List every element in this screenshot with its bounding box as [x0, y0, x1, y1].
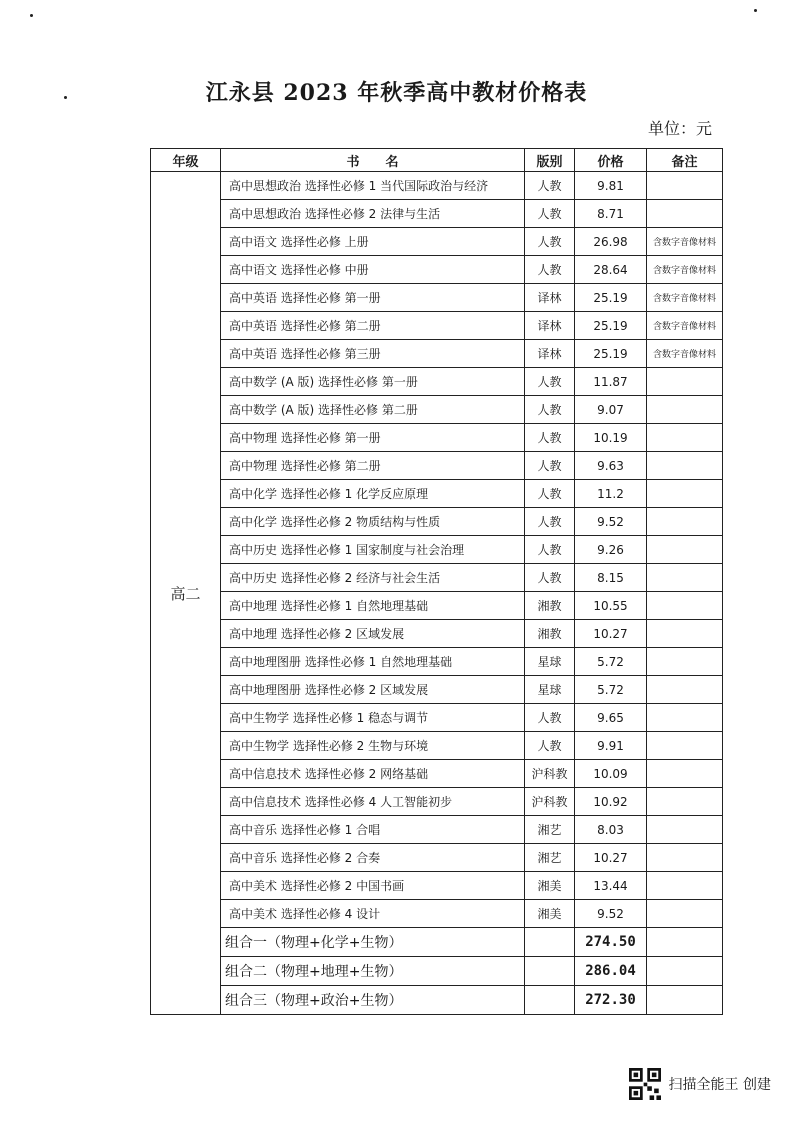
edition-cell: 星球 — [525, 676, 575, 704]
book-name-cell: 高中美术 选择性必修 2 中国书画 — [221, 872, 525, 900]
table-row — [151, 816, 723, 844]
combination-total-row — [151, 957, 723, 986]
table-row — [151, 872, 723, 900]
combination-total-row — [151, 928, 723, 957]
price-cell: 11.2 — [575, 480, 647, 508]
note-cell — [647, 816, 723, 844]
book-name-cell: 高中思想政治 选择性必修 2 法律与生活 — [221, 200, 525, 228]
note-cell — [647, 928, 723, 957]
price-cell: 8.71 — [575, 200, 647, 228]
edition-cell: 沪科教 — [525, 760, 575, 788]
note-cell — [647, 396, 723, 424]
table-row — [151, 396, 723, 424]
price-cell: 25.19 — [575, 284, 647, 312]
book-name-cell: 高中物理 选择性必修 第一册 — [221, 424, 525, 452]
note-cell: 含数字音像材料 — [647, 256, 723, 284]
table-row — [151, 256, 723, 284]
note-cell — [647, 564, 723, 592]
note-cell — [647, 620, 723, 648]
price-cell: 10.27 — [575, 620, 647, 648]
edition-cell: 译林 — [525, 312, 575, 340]
combination-name-cell: 组合二（物理+地理+生物） — [221, 957, 525, 986]
note-cell: 含数字音像材料 — [647, 340, 723, 368]
table-row — [151, 732, 723, 760]
combination-name-cell: 组合三（物理+政治+生物） — [221, 986, 525, 1015]
edition-cell: 人教 — [525, 368, 575, 396]
price-cell: 8.15 — [575, 564, 647, 592]
note-cell — [647, 648, 723, 676]
price-cell: 9.07 — [575, 396, 647, 424]
note-cell: 含数字音像材料 — [647, 284, 723, 312]
table-row — [151, 172, 723, 200]
price-cell: 10.92 — [575, 788, 647, 816]
note-cell — [647, 844, 723, 872]
book-name-cell: 高中音乐 选择性必修 1 合唱 — [221, 816, 525, 844]
book-name-cell: 高中生物学 选择性必修 2 生物与环境 — [221, 732, 525, 760]
table-row — [151, 536, 723, 564]
edition-cell: 人教 — [525, 452, 575, 480]
edition-cell: 湘教 — [525, 620, 575, 648]
edition-cell: 沪科教 — [525, 788, 575, 816]
price-cell: 10.55 — [575, 592, 647, 620]
table-row — [151, 284, 723, 312]
price-cell: 25.19 — [575, 312, 647, 340]
combination-total-row — [151, 986, 723, 1015]
combination-price-cell: 272.30 — [575, 986, 647, 1015]
scanner-watermark — [629, 1068, 771, 1100]
table-row — [151, 424, 723, 452]
edition-cell: 湘教 — [525, 592, 575, 620]
price-cell: 9.52 — [575, 508, 647, 536]
header-grade: 年级 — [151, 149, 221, 172]
edition-cell: 人教 — [525, 508, 575, 536]
book-name-cell: 高中地理图册 选择性必修 2 区域发展 — [221, 676, 525, 704]
table-row — [151, 368, 723, 396]
book-name-cell: 高中地理图册 选择性必修 1 自然地理基础 — [221, 648, 525, 676]
price-cell: 9.26 — [575, 536, 647, 564]
price-cell: 13.44 — [575, 872, 647, 900]
note-cell — [647, 368, 723, 396]
book-name-cell: 高中英语 选择性必修 第一册 — [221, 284, 525, 312]
book-name-cell: 高中音乐 选择性必修 2 合奏 — [221, 844, 525, 872]
edition-cell: 星球 — [525, 648, 575, 676]
book-name-cell: 高中地理 选择性必修 1 自然地理基础 — [221, 592, 525, 620]
page-title: 江永县 2023 年秋季高中教材价格表 — [205, 80, 588, 106]
book-name-cell: 高中信息技术 选择性必修 4 人工智能初步 — [221, 788, 525, 816]
note-cell — [647, 508, 723, 536]
note-cell — [647, 172, 723, 200]
table-row — [151, 844, 723, 872]
edition-cell: 译林 — [525, 340, 575, 368]
table-row — [151, 508, 723, 536]
combination-price-cell: 286.04 — [575, 957, 647, 986]
edition-cell — [525, 986, 575, 1015]
edition-cell: 译林 — [525, 284, 575, 312]
edition-cell: 人教 — [525, 200, 575, 228]
header-note: 备注 — [647, 149, 723, 172]
table-row — [151, 900, 723, 928]
note-cell — [647, 200, 723, 228]
price-cell: 9.63 — [575, 452, 647, 480]
combination-name-cell: 组合一（物理+化学+生物） — [221, 928, 525, 957]
note-cell: 含数字音像材料 — [647, 312, 723, 340]
table-row — [151, 340, 723, 368]
table-row — [151, 200, 723, 228]
table-row — [151, 480, 723, 508]
table-row — [151, 760, 723, 788]
grade-cell: 高二 — [151, 172, 221, 1015]
note-cell — [647, 676, 723, 704]
table-row — [151, 648, 723, 676]
price-cell: 9.91 — [575, 732, 647, 760]
edition-cell: 人教 — [525, 172, 575, 200]
edition-cell: 人教 — [525, 228, 575, 256]
table-row — [151, 704, 723, 732]
edition-cell: 人教 — [525, 732, 575, 760]
note-cell — [647, 732, 723, 760]
header-row — [151, 149, 723, 172]
edition-cell: 人教 — [525, 564, 575, 592]
price-cell: 25.19 — [575, 340, 647, 368]
note-cell — [647, 986, 723, 1015]
price-cell: 10.27 — [575, 844, 647, 872]
book-name-cell: 高中语文 选择性必修 上册 — [221, 228, 525, 256]
book-name-cell: 高中英语 选择性必修 第二册 — [221, 312, 525, 340]
edition-cell: 湘美 — [525, 872, 575, 900]
edition-cell: 人教 — [525, 256, 575, 284]
table-row — [151, 452, 723, 480]
book-name-cell: 高中化学 选择性必修 2 物质结构与性质 — [221, 508, 525, 536]
note-cell — [647, 452, 723, 480]
note-cell — [647, 536, 723, 564]
book-name-cell: 高中生物学 选择性必修 1 稳态与调节 — [221, 704, 525, 732]
table-row — [151, 620, 723, 648]
scan-speck — [30, 14, 33, 17]
note-cell — [647, 900, 723, 928]
edition-cell: 人教 — [525, 396, 575, 424]
qr-code-icon — [629, 1068, 661, 1100]
combination-price-cell: 274.50 — [575, 928, 647, 957]
edition-cell: 人教 — [525, 480, 575, 508]
book-name-cell: 高中化学 选择性必修 1 化学反应原理 — [221, 480, 525, 508]
note-cell — [647, 788, 723, 816]
edition-cell — [525, 957, 575, 986]
note-cell — [647, 704, 723, 732]
note-cell — [647, 592, 723, 620]
price-cell: 5.72 — [575, 648, 647, 676]
price-cell: 9.65 — [575, 704, 647, 732]
book-name-cell: 高中地理 选择性必修 2 区域发展 — [221, 620, 525, 648]
edition-cell: 人教 — [525, 536, 575, 564]
scan-speck — [64, 96, 67, 99]
edition-cell: 湘艺 — [525, 816, 575, 844]
price-cell: 9.52 — [575, 900, 647, 928]
price-cell: 8.03 — [575, 816, 647, 844]
book-name-cell: 高中历史 选择性必修 1 国家制度与社会治理 — [221, 536, 525, 564]
book-name-cell: 高中思想政治 选择性必修 1 当代国际政治与经济 — [221, 172, 525, 200]
table-row — [151, 592, 723, 620]
table-row — [151, 676, 723, 704]
table-row — [151, 312, 723, 340]
book-name-cell: 高中美术 选择性必修 4 设计 — [221, 900, 525, 928]
price-table — [150, 148, 723, 1015]
price-cell: 26.98 — [575, 228, 647, 256]
table-row — [151, 564, 723, 592]
note-cell — [647, 872, 723, 900]
price-cell: 5.72 — [575, 676, 647, 704]
book-name-cell: 高中数学 (A 版) 选择性必修 第二册 — [221, 396, 525, 424]
book-name-cell: 高中数学 (A 版) 选择性必修 第一册 — [221, 368, 525, 396]
book-name-cell: 高中信息技术 选择性必修 2 网络基础 — [221, 760, 525, 788]
book-name-cell: 高中物理 选择性必修 第二册 — [221, 452, 525, 480]
note-cell — [647, 424, 723, 452]
header-book: 书 名 — [221, 149, 525, 172]
table-row — [151, 228, 723, 256]
edition-cell: 人教 — [525, 424, 575, 452]
note-cell — [647, 760, 723, 788]
book-name-cell: 高中语文 选择性必修 中册 — [221, 256, 525, 284]
note-cell: 含数字音像材料 — [647, 228, 723, 256]
scan-speck — [754, 9, 757, 12]
book-name-cell: 高中历史 选择性必修 2 经济与社会生活 — [221, 564, 525, 592]
table-row — [151, 788, 723, 816]
watermark-text: 扫描全能王 创建 — [668, 1077, 771, 1093]
price-cell: 28.64 — [575, 256, 647, 284]
header-price: 价格 — [575, 149, 647, 172]
note-cell — [647, 480, 723, 508]
unit-label: 单位：元 — [648, 119, 713, 138]
price-cell: 10.09 — [575, 760, 647, 788]
price-cell: 10.19 — [575, 424, 647, 452]
price-cell: 9.81 — [575, 172, 647, 200]
edition-cell: 湘艺 — [525, 844, 575, 872]
note-cell — [647, 957, 723, 986]
edition-cell: 人教 — [525, 704, 575, 732]
book-name-cell: 高中英语 选择性必修 第三册 — [221, 340, 525, 368]
price-cell: 11.87 — [575, 368, 647, 396]
edition-cell — [525, 928, 575, 957]
edition-cell: 湘美 — [525, 900, 575, 928]
header-edition: 版别 — [525, 149, 575, 172]
